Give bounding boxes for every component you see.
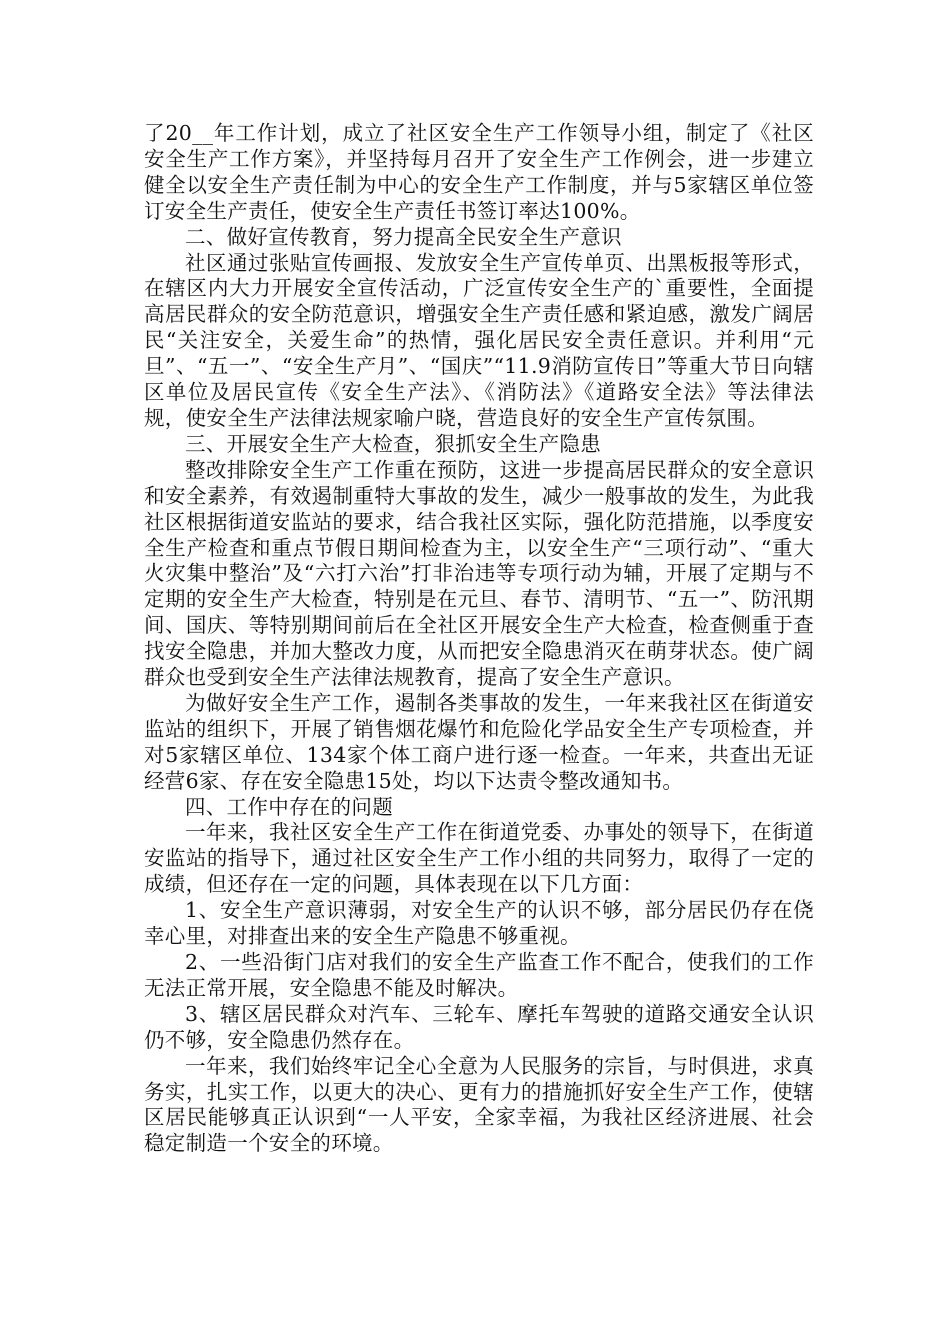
- section-heading-2: 二、做好宣传教育，努力提高全民安全生产意识: [185, 224, 622, 249]
- section-heading-3: 三、开展安全生产大检查，狠抓安全生产隐患: [185, 431, 601, 456]
- document-body: [144, 121, 814, 1157]
- list-item-2: 2、一些沿街门店对我们的安全生产监查工作不配合，使我们的工作无法正常开展，安全隐患不能及时解决。: [144, 950, 814, 1000]
- paragraph-5: 整改排除安全生产工作重在预防，这进一步提高居民群众的安全意识和安全素养，有效遏制重特大事故的发生，减少一般事故的发生，为此我社区根据街道安监站的要求，结合我社区实际，强化防范措施，以季度安全生产检查和重点节假日期间检查为主，以安全生产“三项行动”、“重大火灾集中整治”及“六打六治”打非治违等专项行动为辅，开展了定期与不定期的安全生产大检查，特别是在元旦、春节、清明节、“五一”、防汛期间、国庆、等特别期间前后在全社区开展安全生产大检查，检查侧重于查找安全隐患，并加大整改力度，从而把安全隐患消灭在萌芽状态。使广阔群众也受到安全生产法律法规教育，提高了安全生产意识。: [144, 457, 814, 690]
- paragraph-3: 社区通过张贴宣传画报、发放安全生产宣传单页、出黑板报等形式，在辖区内大力开展安全宣传活动，广泛宣传安全生产的`重要性，全面提高居民群众的安全防范意识，增强安全生产责任感和紧迫感，激发广阔居民“关注安全，关爱生命”的热情，强化居民安全责任意识。并利用“元旦”、“五一”、“安全生产月”、“国庆”“11.9消防宣传日”等重大节日向辖区单位及居民宣传《安全生产法》、《消防法》《道路安全法》等法律法规，使安全生产法律法规家喻户晓，营造良好的安全生产宣传氛围。: [144, 250, 814, 430]
- list-item-1: 1、安全生产意识薄弱，对安全生产的认识不够，部分居民仍存在侥幸心里，对排查出来的安全生产隐患不够重视。: [144, 898, 814, 949]
- paragraph-1: 了20__年工作计划，成立了社区安全生产工作领导小组，制定了《社区安全生产工作方案》，并坚持每月召开了安全生产工作例会，进一步建立健全以安全生产责任制为中心的安全生产工作制度，并与5家辖区单位签订安全生产责任，使安全生产责任书签订率达100%。: [144, 121, 814, 223]
- section-heading-4: 四、工作中存在的问题: [185, 794, 393, 819]
- paragraph-8: 一年来，我社区安全生产工作在街道党委、办事处的领导下，在街道安监站的指导下，通过社区安全生产工作小组的共同努力，取得了一定的成绩，但还存在一定的问题，具体表现在以下几方面：: [144, 820, 814, 897]
- list-item-3: 3、辖区居民群众对汽车、三轮车、摩托车驾驶的道路交通安全认识仍不够，安全隐患仍然存在。: [144, 1001, 814, 1052]
- paragraph-6: 为做好安全生产工作，遏制各类事故的发生，一年来我社区在街道安监站的组织下，开展了销售烟花爆竹和危险化学品安全生产专项检查，并对5家辖区单位、134家个体工商户进行逐一检查。一年来，共查出无证经营6家、存在安全隐患15处，均以下达责令整改通知书。: [144, 690, 814, 793]
- paragraph-12: 一年来，我们始终牢记全心全意为人民服务的宗旨，与时俱进，求真务实，扎实工作，以更大的决心、更有力的措施抓好安全生产工作，使辖区居民能够真正认识到“一人平安，全家幸福，为我社区经济进展、社会稳定制造一个安全的环境。: [144, 1053, 814, 1156]
